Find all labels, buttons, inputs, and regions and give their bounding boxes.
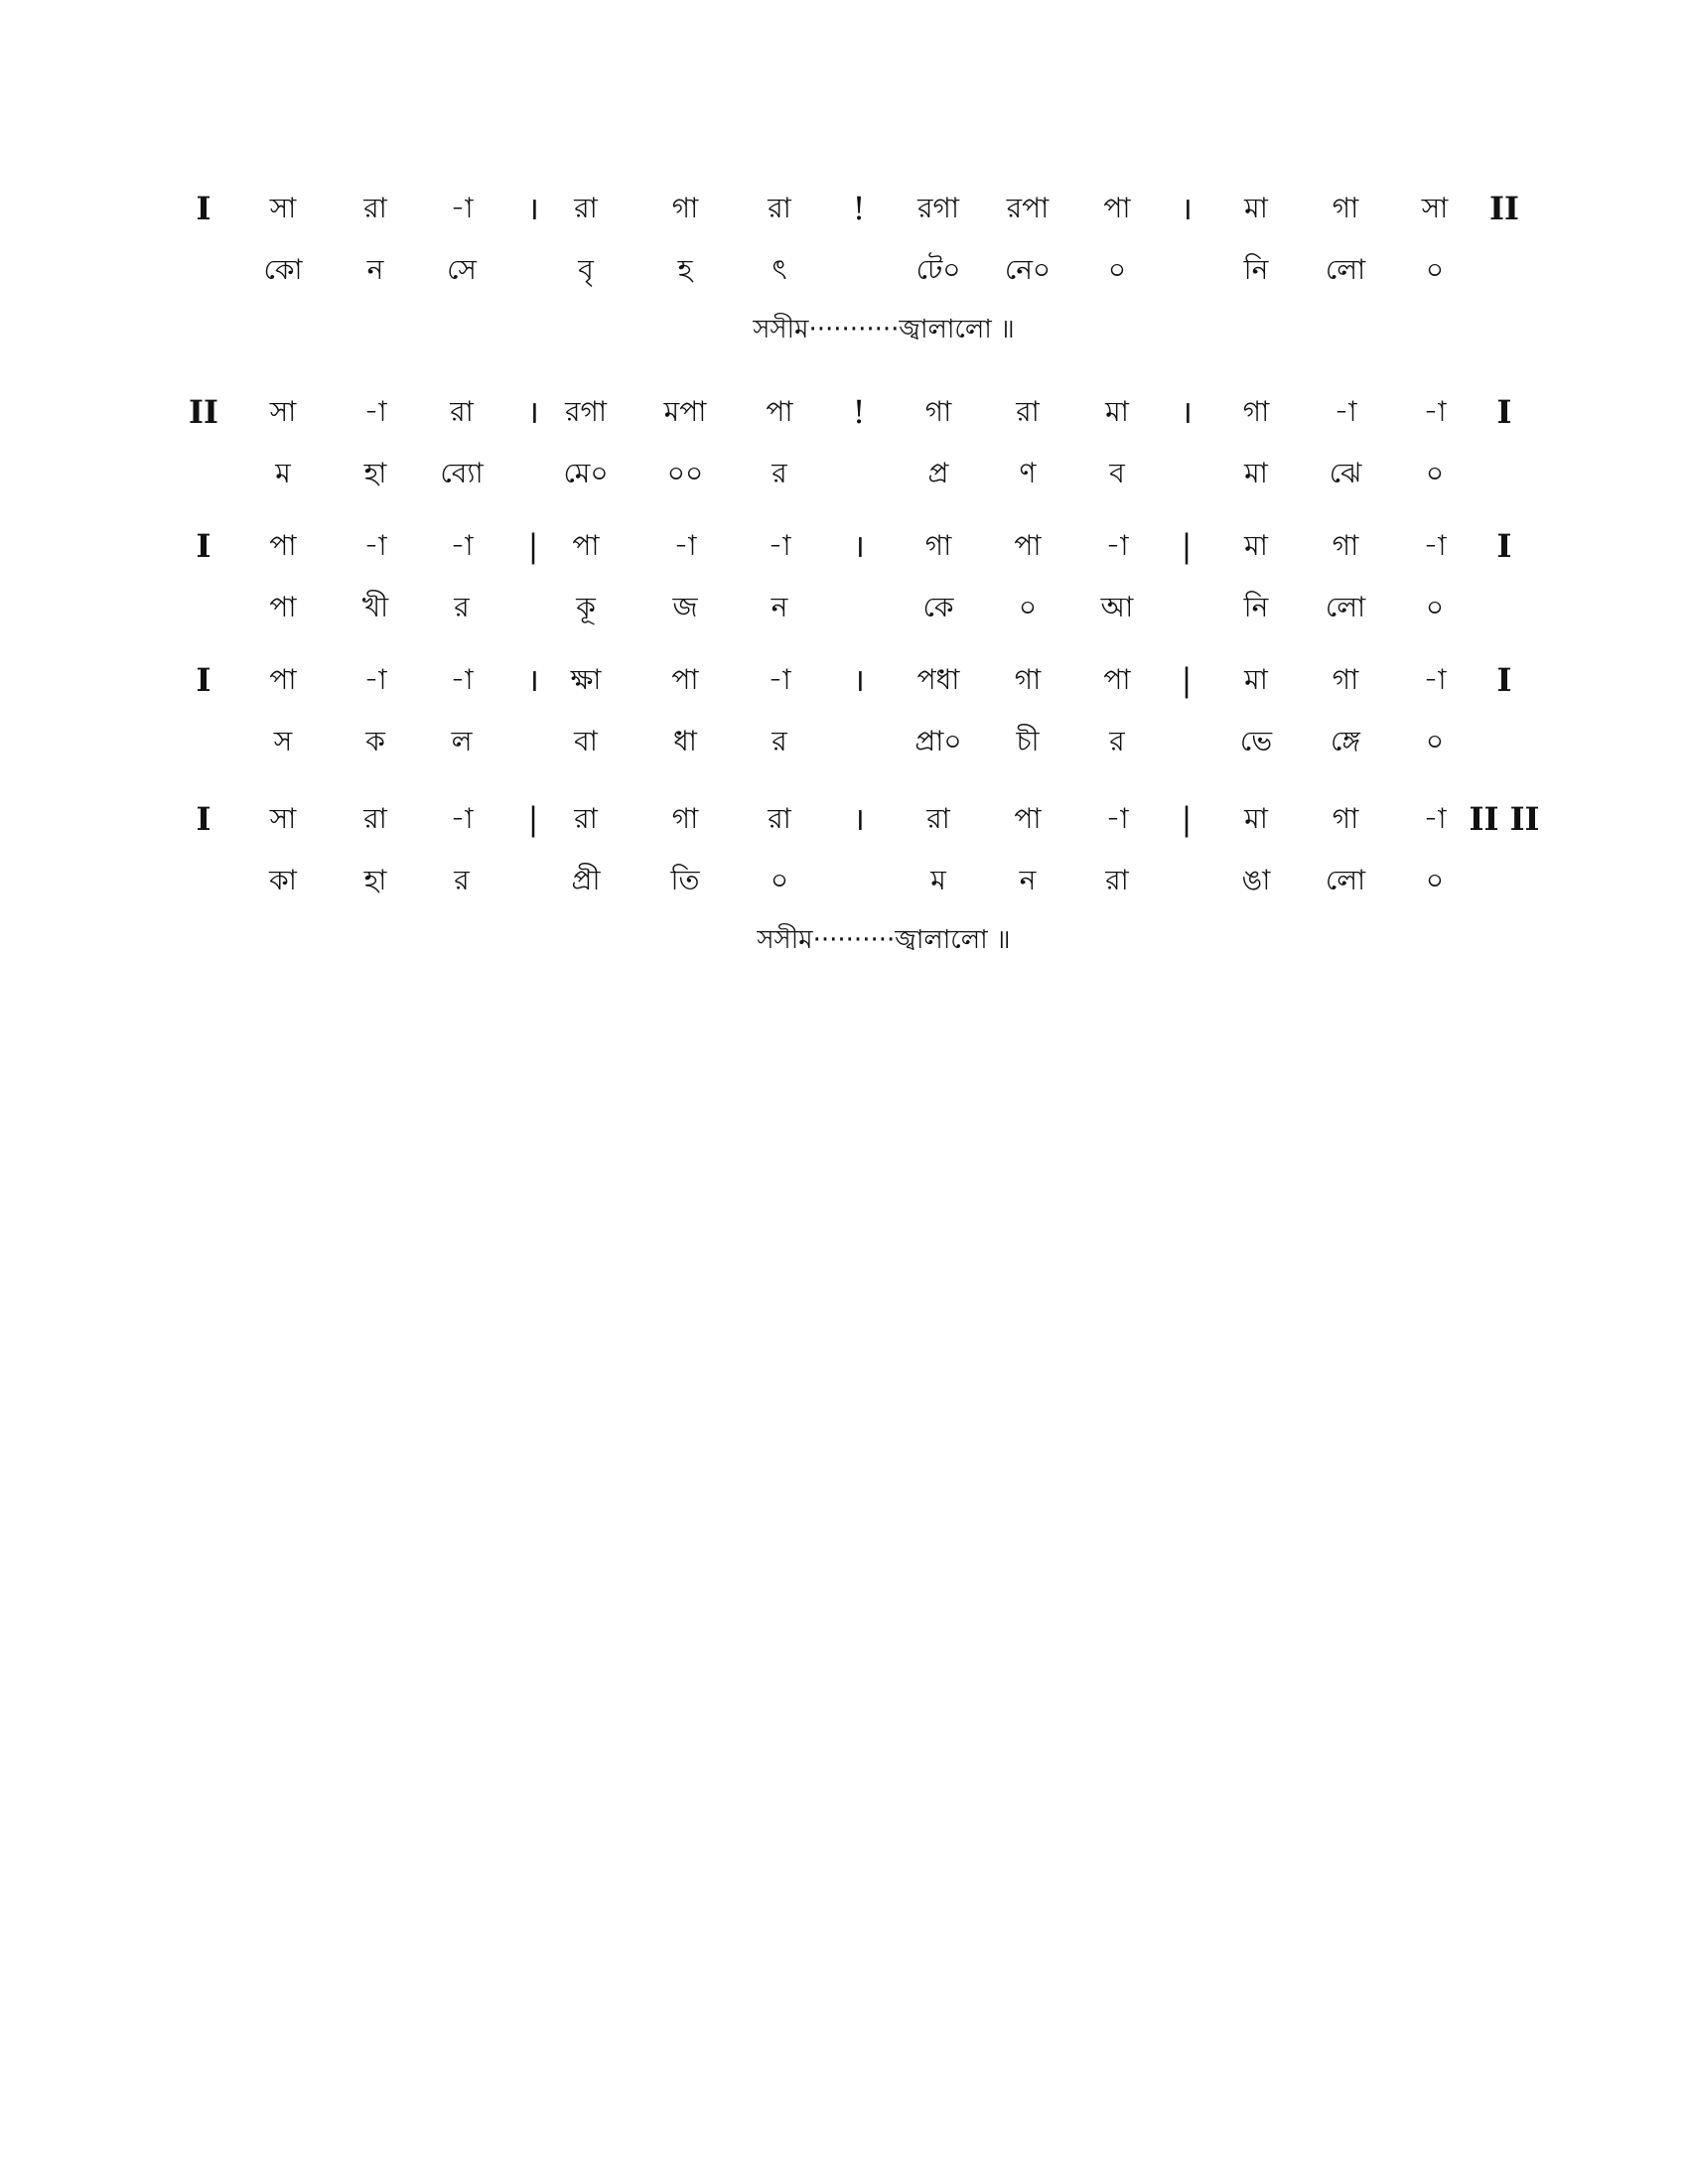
lyric-syllable: রা xyxy=(1105,864,1129,896)
swara-note: সা xyxy=(269,192,297,224)
lyric-row xyxy=(0,861,1688,920)
start-barline: I xyxy=(196,661,211,699)
swara-row xyxy=(0,189,1688,248)
swara-note: গা xyxy=(671,192,699,224)
lyric-syllable: ণ xyxy=(1019,457,1037,489)
swara-note: গা xyxy=(924,395,952,428)
lyric-syllable: ০ xyxy=(1425,591,1445,623)
lyric-syllable: কো xyxy=(263,253,303,286)
measure-barline: | xyxy=(1181,661,1193,699)
lyric-syllable: লো xyxy=(1325,591,1366,623)
lyric-syllable: লো xyxy=(1325,253,1366,286)
refrain-text: সসীম···········জ্বালালো ॥ xyxy=(753,315,1015,344)
lyric-syllable: আ xyxy=(1100,591,1134,623)
lyric-syllable: সে xyxy=(447,253,477,286)
swara-note: গা xyxy=(1332,529,1359,562)
lyric-syllable: কে xyxy=(922,591,954,623)
measure-barline: । xyxy=(852,661,866,699)
swara-note: গা xyxy=(1332,802,1359,835)
lyric-syllable: ভে xyxy=(1239,725,1273,757)
lyric-syllable: তি xyxy=(670,864,700,896)
swara-note: মা xyxy=(1244,192,1268,224)
lyric-syllable: ক xyxy=(365,725,385,757)
lyric-syllable: নি xyxy=(1243,591,1269,623)
swara-row xyxy=(0,392,1688,452)
start-barline: I xyxy=(196,527,211,565)
swara-note: পা xyxy=(1014,529,1042,562)
swara-note: রা xyxy=(768,802,791,835)
swara-note: রা xyxy=(768,192,791,224)
swara-note: মা xyxy=(1244,802,1268,835)
measure-barline: | xyxy=(1181,527,1193,565)
refrain-text: সসীম··········জ্বালালো ॥ xyxy=(757,925,1011,955)
lyric-syllable: হা xyxy=(363,457,387,489)
swara-note: -া xyxy=(363,529,387,562)
swara-note: মা xyxy=(1105,395,1129,428)
swara-note: সা xyxy=(269,395,297,428)
lyric-syllable: কা xyxy=(269,864,297,896)
lyric-row xyxy=(0,722,1688,781)
lyric-syllable: র xyxy=(1109,725,1125,757)
lyric-syllable: ০০ xyxy=(666,457,704,489)
measure-barline: । xyxy=(852,800,866,838)
swara-note: পা xyxy=(572,529,600,562)
lyric-syllable: লো xyxy=(1325,864,1366,896)
lyric-syllable: ০ xyxy=(1425,253,1445,286)
lyric-syllable: হ xyxy=(677,253,693,286)
end-barline: II II xyxy=(1469,800,1540,838)
swara-note: পা xyxy=(269,529,297,562)
swara-row xyxy=(0,799,1688,859)
swara-note: -া xyxy=(450,192,474,224)
lyric-syllable: টে০ xyxy=(915,253,961,286)
measure-barline: । xyxy=(1180,190,1194,227)
swara-row xyxy=(0,660,1688,720)
swara-note: -া xyxy=(673,529,697,562)
swara-note: রা xyxy=(574,192,598,224)
swara-note: গা xyxy=(1242,395,1270,428)
lyric-syllable: র xyxy=(772,457,787,489)
lyric-syllable: বা xyxy=(574,725,598,757)
swara-note: পা xyxy=(1103,192,1131,224)
measure-barline: ! xyxy=(852,190,866,227)
lyric-syllable: ঙ্গে xyxy=(1331,725,1360,757)
lyric-syllable: ন xyxy=(366,253,384,286)
lyric-syllable: ন xyxy=(771,591,788,623)
lyric-row xyxy=(0,588,1688,647)
end-barline: II xyxy=(1489,190,1519,227)
swara-note: -া xyxy=(1423,802,1447,835)
start-barline: II xyxy=(189,393,218,431)
lyric-syllable: প্র xyxy=(927,457,949,489)
swara-note: রা xyxy=(926,802,950,835)
swara-note: -া xyxy=(768,663,791,696)
swara-note: -া xyxy=(1423,529,1447,562)
swara-note: -া xyxy=(450,529,474,562)
swara-note: রপা xyxy=(1006,192,1050,224)
lyric-row xyxy=(0,454,1688,513)
lyric-syllable: পা xyxy=(269,591,297,623)
swara-note: রা xyxy=(363,192,387,224)
swara-note: গা xyxy=(1332,663,1359,696)
swara-note: পা xyxy=(1014,802,1042,835)
swara-note: মা xyxy=(1244,529,1268,562)
measure-barline: ! xyxy=(852,393,866,431)
lyric-syllable: র xyxy=(772,725,787,757)
lyric-syllable: মা xyxy=(1244,457,1268,489)
lyric-syllable: বৃ xyxy=(578,253,594,286)
lyric-syllable: ব xyxy=(1109,457,1125,489)
lyric-syllable: ০ xyxy=(770,864,789,896)
swara-note: পা xyxy=(766,395,793,428)
lyric-syllable: হা xyxy=(363,864,387,896)
measure-barline: । xyxy=(852,527,866,565)
refrain-line xyxy=(0,920,1688,960)
swara-note: -া xyxy=(450,663,474,696)
end-barline: I xyxy=(1496,393,1512,431)
lyric-syllable: ০ xyxy=(1018,591,1038,623)
swara-note: -া xyxy=(1334,395,1357,428)
swara-note: পধা xyxy=(916,663,960,696)
swara-note: সা xyxy=(1421,192,1449,224)
swara-note: রগা xyxy=(565,395,607,428)
lyric-syllable: প্রী xyxy=(571,864,601,896)
swara-note: -া xyxy=(1423,663,1447,696)
lyric-syllable: র xyxy=(454,864,470,896)
swara-note: -া xyxy=(363,395,387,428)
swara-note: ক্ষা xyxy=(570,663,602,696)
swara-row xyxy=(0,526,1688,586)
measure-barline: । xyxy=(1180,393,1194,431)
end-barline: I xyxy=(1496,661,1512,699)
lyric-syllable: ল xyxy=(451,725,473,757)
end-barline: I xyxy=(1496,527,1512,565)
lyric-syllable: প্রা০ xyxy=(914,725,962,757)
lyric-syllable: নে০ xyxy=(1004,253,1052,286)
swara-note: -া xyxy=(363,663,387,696)
refrain-line xyxy=(0,310,1688,349)
swara-note: পা xyxy=(1103,663,1131,696)
lyric-syllable: ধা xyxy=(673,725,697,757)
lyric-syllable: কূ xyxy=(576,591,596,623)
lyric-syllable: চী xyxy=(1016,725,1040,757)
start-barline: I xyxy=(196,190,211,227)
lyric-syllable: র xyxy=(454,591,470,623)
swara-note: সা xyxy=(269,802,297,835)
swara-note: রা xyxy=(574,802,598,835)
start-barline: I xyxy=(196,800,211,838)
swara-note: -া xyxy=(1423,395,1447,428)
lyric-syllable: ০ xyxy=(1425,725,1445,757)
swara-note: -া xyxy=(1105,802,1129,835)
swara-note: গা xyxy=(924,529,952,562)
measure-barline: । xyxy=(526,393,540,431)
swara-note: গা xyxy=(1014,663,1042,696)
lyric-syllable: ন xyxy=(1019,864,1037,896)
measure-barline: । xyxy=(526,190,540,227)
swara-note: রা xyxy=(363,802,387,835)
lyric-syllable: জ xyxy=(672,591,698,623)
lyric-syllable: ব্যো xyxy=(440,457,484,489)
lyric-syllable: ঝে xyxy=(1329,457,1362,489)
swara-note: পা xyxy=(671,663,699,696)
swara-note: মপা xyxy=(663,395,707,428)
lyric-syllable: ঙা xyxy=(1241,864,1271,896)
swara-note: গা xyxy=(1332,192,1359,224)
lyric-syllable: ০ xyxy=(1107,253,1127,286)
lyric-syllable: ম xyxy=(930,864,946,896)
lyric-syllable: ৎ xyxy=(772,253,787,286)
swara-note: রগা xyxy=(917,192,959,224)
swara-note: রা xyxy=(450,395,474,428)
swara-note: -া xyxy=(1105,529,1129,562)
swara-note: -া xyxy=(450,802,474,835)
swara-note: রা xyxy=(1016,395,1040,428)
swara-note: -া xyxy=(768,529,791,562)
lyric-syllable: স xyxy=(273,725,293,757)
lyric-syllable: মে০ xyxy=(563,457,609,489)
lyric-syllable: ০ xyxy=(1425,864,1445,896)
measure-barline: | xyxy=(527,527,539,565)
swara-note: গা xyxy=(671,802,699,835)
lyric-syllable: নি xyxy=(1243,253,1269,286)
lyric-row xyxy=(0,250,1688,310)
swara-note: মা xyxy=(1244,663,1268,696)
lyric-syllable: ০ xyxy=(1425,457,1445,489)
lyric-syllable: খী xyxy=(361,591,389,623)
swara-note: পা xyxy=(269,663,297,696)
measure-barline: | xyxy=(527,800,539,838)
lyric-syllable: ম xyxy=(275,457,291,489)
measure-barline: । xyxy=(526,661,540,699)
measure-barline: | xyxy=(1181,800,1193,838)
